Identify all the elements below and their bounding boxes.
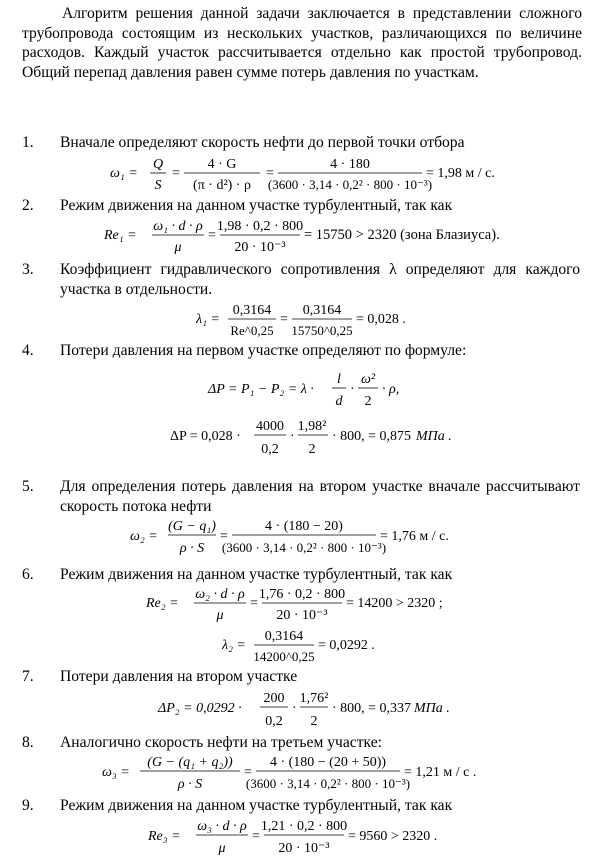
item-number: 6. xyxy=(22,566,34,583)
fraction-numerator: 200 xyxy=(263,691,285,706)
fraction-numerator: 4 · (180 − 20) xyxy=(265,519,343,534)
formula-result: = 0,028 . xyxy=(356,312,406,327)
fraction-numerator: 1,98² xyxy=(297,419,327,434)
svg-text:·: · xyxy=(292,701,297,716)
fraction-denominator: 0,2 xyxy=(265,714,283,729)
fraction-numerator: 4 · (180 − (20 + 50)) xyxy=(269,755,387,770)
fraction-denominator: 2 xyxy=(308,442,316,457)
formula-velocity-2 xyxy=(130,512,550,563)
formula-pressure-loss-1 xyxy=(170,410,490,465)
formula-lhs: Re₃ = xyxy=(148,829,181,844)
item-number: 7. xyxy=(22,668,34,685)
item-text: Аналогично скорость нефти на третьем участке: xyxy=(60,734,382,751)
fraction-numerator: 0,3164 xyxy=(232,303,272,318)
item-number: 8. xyxy=(22,734,34,751)
fraction-denominator: 2 xyxy=(310,714,318,729)
fraction-numerator: 1,21 · 0,2 · 800 xyxy=(260,819,348,834)
fraction-denominator: (3600 · 3,14 · 0,2² · 800 · 10⁻³) xyxy=(267,177,433,192)
fraction-denominator: 15750^0,25 xyxy=(291,323,353,338)
formula-tail: · ρ, xyxy=(382,382,400,397)
fraction-numerator: ω₃ · d · ρ xyxy=(197,819,247,834)
svg-text:=: = xyxy=(208,228,216,243)
item-number: 5. xyxy=(22,478,34,495)
svg-text:=: = xyxy=(252,829,260,844)
formula-result: = 0,0292 . xyxy=(318,638,375,653)
item-text: Потери давления на втором участке xyxy=(60,668,298,685)
item-text: Режим движения на данном участке турбулентный, так как xyxy=(60,797,453,814)
svg-text:·: · xyxy=(350,382,355,397)
svg-text:=: = xyxy=(266,166,274,181)
fraction-denominator: μ xyxy=(174,240,182,255)
formula-lhs: ω₃ = xyxy=(102,765,130,780)
formula-lhs: Re₂ = xyxy=(146,596,179,611)
formula-result: = 1,98 м / с. xyxy=(426,166,495,181)
fraction-denominator: (π · d²) · ρ xyxy=(193,178,251,193)
fraction-denominator: μ xyxy=(216,608,224,623)
formula-lambda-2 xyxy=(222,622,422,671)
formula-text: ΔP = 0,028 · xyxy=(170,429,241,444)
item-text: Для определения потерь давления на втором участке вначале рассчитывают скорость потока нефти xyxy=(60,478,580,515)
formula-lambda-1 xyxy=(196,296,456,345)
svg-text:=: = xyxy=(220,529,228,544)
fraction-numerator: ω² xyxy=(360,372,376,387)
fraction-denominator: 20 · 10⁻³ xyxy=(276,608,328,623)
fraction-denominator: μ xyxy=(218,841,226,856)
formula-unit: МПа . xyxy=(416,429,452,444)
svg-text:=: = xyxy=(250,596,258,611)
item-number: 1. xyxy=(22,134,34,151)
formula-lhs: Re₁ = xyxy=(104,228,137,243)
fraction-denominator: 20 · 10⁻³ xyxy=(278,841,330,856)
fraction-numerator: ω₂ · d · ρ xyxy=(195,587,245,602)
fraction-numerator: 1,76² xyxy=(299,691,329,706)
fraction-denominator: 20 · 10⁻³ xyxy=(234,240,286,255)
fraction-numerator: 1,98 · 0,2 · 800 xyxy=(216,219,304,234)
formula-velocity-1 xyxy=(110,150,530,199)
intro-paragraph xyxy=(22,4,582,82)
item-text: Вначале определяют скорость нефти до первой точки отбора xyxy=(60,134,465,151)
formula-lhs: λ₂ = xyxy=(222,638,246,653)
item-number: 2. xyxy=(22,197,34,214)
formula-reynolds-1 xyxy=(104,212,544,261)
fraction-numerator: (G − (q₁ + q₂)) xyxy=(147,755,233,770)
item-text: Потери давления на первом участке определяют по формуле: xyxy=(60,342,467,359)
formula-result: = 15750 > 2320 (зона Блазиуса). xyxy=(304,227,500,243)
fraction-denominator: (3600 · 3,14 · 0,2² · 800 · 10⁻³) xyxy=(245,776,411,791)
svg-text:·: · xyxy=(290,429,295,444)
item-number: 9. xyxy=(22,797,34,814)
fraction-denominator: ρ · S xyxy=(177,777,203,792)
item-text: Режим движения на данном участке турбулентный, так как xyxy=(60,197,453,214)
formula-result: = 1,76 м / с. xyxy=(380,529,449,544)
formula-lhs: ω₁ = xyxy=(110,166,138,181)
svg-text:=: = xyxy=(244,765,252,780)
fraction-numerator: Q xyxy=(152,157,164,172)
fraction-denominator: S xyxy=(154,178,162,193)
item-text: Режим движения на данном участке турбулентный, так как xyxy=(60,566,453,583)
fraction-numerator: 0,3164 xyxy=(264,629,304,644)
item-number: 4. xyxy=(22,342,34,359)
fraction-denominator: (3600 · 3,14 · 0,2² · 800 · 10⁻³) xyxy=(221,540,387,555)
fraction-numerator: l xyxy=(337,372,341,387)
fraction-numerator: 1,76 · 0,2 · 800 xyxy=(258,587,346,602)
fraction-numerator: 4 · 180 xyxy=(330,157,370,172)
item-number: 3. xyxy=(22,261,34,278)
formula-velocity-3 xyxy=(102,748,562,799)
formula-text: ΔP₂ = 0,0292 · xyxy=(158,701,242,716)
formula-text: ΔP = P₁ − P₂ = λ · xyxy=(208,382,314,397)
intro-text: Алгоритм решения данной задачи заключается в представлении сложного трубопровода состоящим из нескольких участков, различающихся по величине расходов. Каждый участок рассчитывается отдельно как простой трубопровод. Общий перепад давления равен сумме потерь давления по участкам. xyxy=(22,5,582,81)
fraction-denominator: 14200^0,25 xyxy=(253,649,315,664)
formula-result: = 14200 > 2320 ; xyxy=(346,596,443,611)
formula-result: = 9560 > 2320 . xyxy=(348,829,438,844)
fraction-numerator: ω₁ · d · ρ xyxy=(153,219,203,234)
fraction-numerator: (G − q₁) xyxy=(168,519,216,534)
svg-text:=: = xyxy=(280,312,288,327)
formula-tail: · 800, = 0,875 xyxy=(332,429,412,444)
formula-lhs: ω₂ = xyxy=(130,529,158,544)
fraction-numerator: 0,3164 xyxy=(302,303,342,318)
item-text: Коэффициент гидравлического сопротивления λ определяют для каждого участка в отдельности. xyxy=(60,261,580,298)
formula-reynolds-3 xyxy=(148,812,468,865)
fraction-denominator: 0,2 xyxy=(261,442,279,457)
formula-unit: МПа . xyxy=(414,701,450,716)
formula-pressure-loss-2 xyxy=(158,684,478,735)
fraction-denominator: 2 xyxy=(364,394,372,409)
formula-tail: · 800, = 0,337 xyxy=(332,701,412,716)
fraction-numerator: 4 · G xyxy=(207,157,237,172)
formula-result: = 1,21 м / с . xyxy=(404,765,477,780)
svg-text:=: = xyxy=(172,166,180,181)
fraction-denominator: ρ · S xyxy=(179,541,205,556)
fraction-denominator: d xyxy=(335,394,343,409)
fraction-denominator: Re^0,25 xyxy=(230,323,274,338)
formula-lhs: λ₁ = xyxy=(196,312,220,327)
fraction-numerator: 4000 xyxy=(256,419,284,434)
